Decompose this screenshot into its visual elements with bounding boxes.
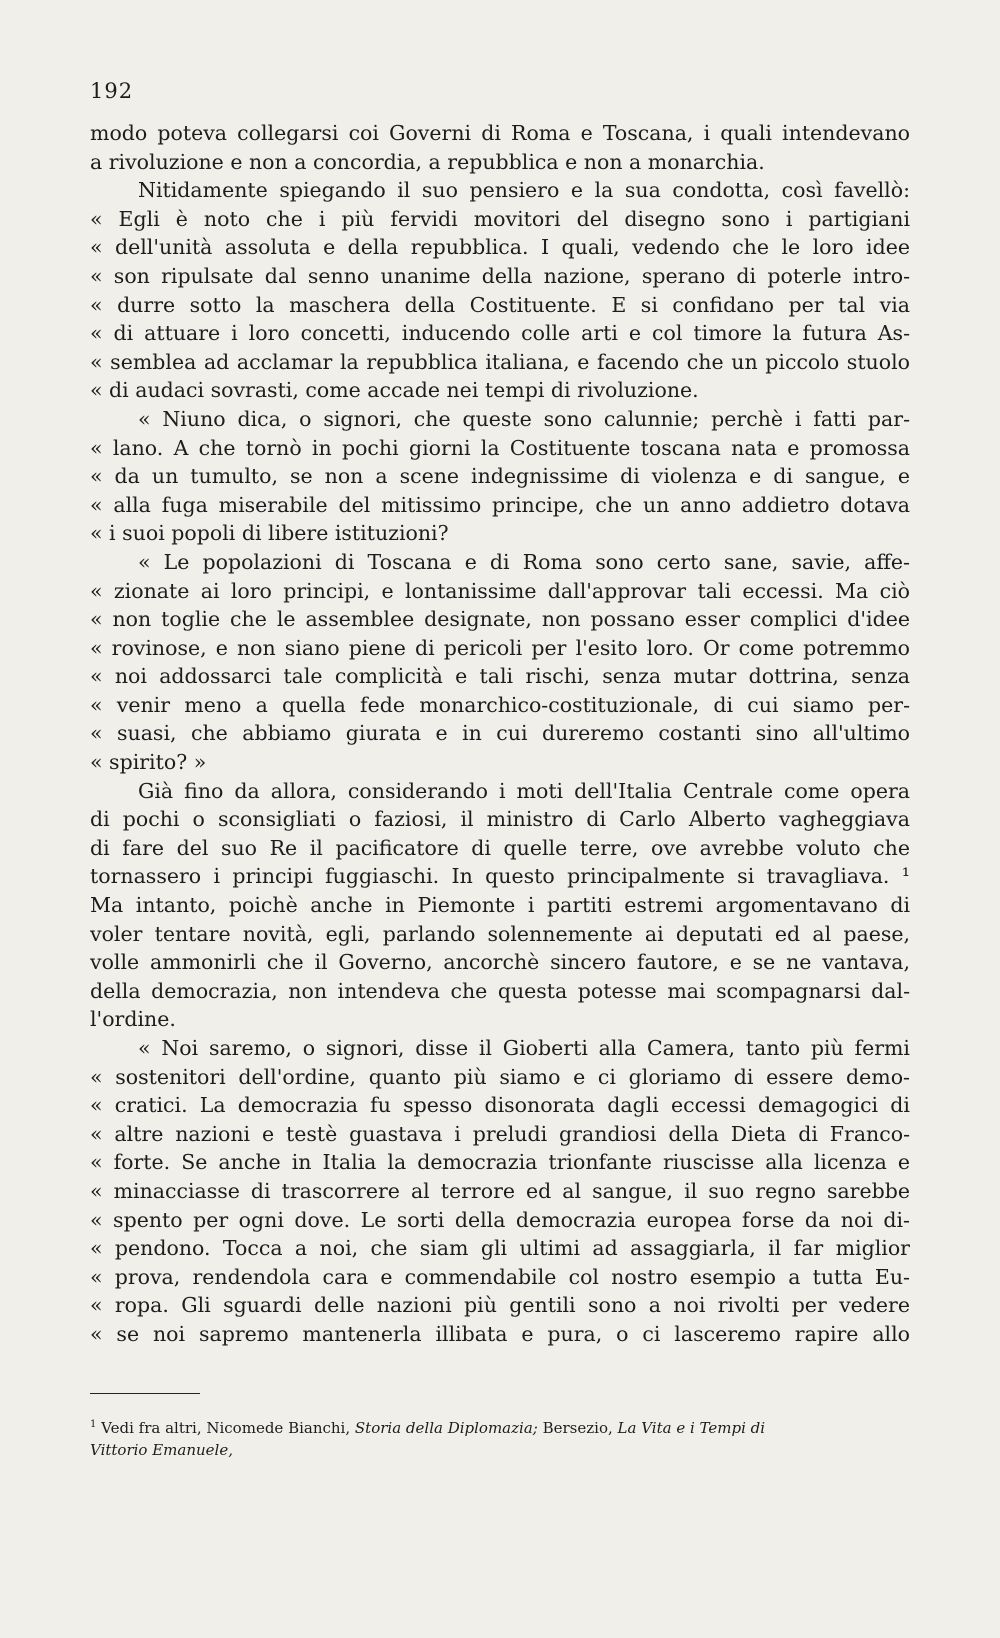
text-line: « semblea ad acclamar la repubblica italiana, e facendo che un piccolo stuolo bbox=[90, 349, 910, 374]
footnote-text: Vedi fra altri, Nicomede Bianchi, bbox=[101, 1418, 351, 1437]
text-line: « spirito? » bbox=[90, 750, 207, 775]
footnote-marker: 1 bbox=[90, 1418, 97, 1430]
text-line: l'ordine. bbox=[90, 1007, 176, 1032]
text-line: « forte. Se anche in Italia la democrazia trionfante riuscisse alla licenza e bbox=[90, 1150, 910, 1175]
text-line: a rivoluzione e non a concordia, a repubblica e non a monarchia. bbox=[90, 149, 765, 174]
footnote-line-2 bbox=[90, 1439, 910, 1461]
text-line: « pendono. Tocca a noi, che siam gli ultimi ad assaggiarla, il far miglior bbox=[90, 1236, 910, 1261]
text-line: « venir meno a quella fede monarchico-costituzionale, di cui siamo per- bbox=[90, 692, 910, 717]
footnote-title-1: Storia della Diplomazia; bbox=[354, 1418, 538, 1437]
text-line: « non toglie che le assemblee designate, non possano esser complici d'idee bbox=[90, 607, 910, 632]
text-line: « alla fuga miserabile del mitissimo principe, che un anno addietro dotava bbox=[90, 492, 910, 517]
text-line: « dell'unità assoluta e della repubblica. I quali, vedendo che le loro idee bbox=[90, 235, 910, 260]
text-line: « di audaci sovrasti, come accade nei tempi di rivoluzione. bbox=[90, 378, 699, 403]
text-line: « minacciasse di trascorrere al terrore ed al sangue, il suo regno sarebbe bbox=[90, 1178, 910, 1203]
text-line: di pochi o sconsigliati o faziosi, il ministro di Carlo Alberto vagheggiava bbox=[90, 807, 910, 832]
text-line: « sostenitori dell'ordine, quanto più siamo e ci gloriamo di essere demo- bbox=[90, 1064, 910, 1089]
text-line: « Egli è noto che i più fervidi movitori del disegno sono i partigiani bbox=[90, 206, 910, 231]
text-line: « di attuare i loro concetti, inducendo colle arti e col timore la futura As- bbox=[90, 321, 910, 346]
text-line: « suasi, che abbiamo giurata e in cui dureremo costanti sino all'ultimo bbox=[90, 721, 910, 746]
text-line: modo poteva collegarsi coi Governi di Roma e Toscana, i quali intendevano bbox=[90, 121, 910, 145]
footnote bbox=[90, 1414, 910, 1461]
text-line: « durre sotto la maschera della Costituente. E si confidano per tal via bbox=[90, 292, 910, 317]
footnote-author: Bersezio, bbox=[542, 1418, 613, 1437]
text-line: « son ripulsate dal senno unanime della nazione, sperano di poterle intro- bbox=[90, 263, 910, 288]
footnote-line-1 bbox=[90, 1414, 910, 1439]
text-line: « altre nazioni e testè guastava i preludi grandiosi della Dieta di Franco- bbox=[90, 1121, 910, 1146]
text-line: Già fino da allora, considerando i moti dell'Italia Centrale come opera bbox=[138, 778, 910, 803]
text-line: « Niuno dica, o signori, che queste sono calunnie; perchè i fatti par- bbox=[138, 406, 910, 431]
footnote-title-2: La Vita e i Tempi di bbox=[617, 1418, 766, 1437]
text-line: « da un tumulto, se non a scene indegnissime di violenza e di sangue, e bbox=[90, 464, 910, 489]
text-line: di fare del suo Re il pacificatore di quelle terre, ove avrebbe voluto che bbox=[90, 835, 910, 860]
text-line: « zionate ai loro principi, e lontanissime dall'approvar tali eccessi. Ma ciò bbox=[90, 578, 910, 603]
text-line: « rovinose, e non siano piene di pericoli per l'esito loro. Or come potremmo bbox=[90, 635, 910, 660]
footnote-rule bbox=[90, 1393, 200, 1394]
text-line: « ropa. Gli sguardi delle nazioni più gentili sono a noi rivolti per vedere bbox=[90, 1293, 910, 1318]
text-line: « se noi sapremo mantenerla illibata e pura, o ci lasceremo rapire allo bbox=[90, 1321, 910, 1346]
text-line: « Le popolazioni di Toscana e di Roma sono certo sane, savie, affe- bbox=[138, 549, 910, 574]
text-line: « spento per ogni dove. Le sorti della democrazia europea forse da noi di- bbox=[90, 1207, 910, 1232]
body-text bbox=[90, 119, 910, 1349]
page-number: 192 bbox=[90, 79, 134, 103]
text-line: « lano. A che tornò in pochi giorni la Costituente toscana nata e promossa bbox=[90, 435, 910, 460]
text-line: della democrazia, non intendeva che questa potesse mai scompagnarsi dal- bbox=[90, 978, 910, 1003]
footnote-title-2-cont: Vittorio Emanuele, bbox=[90, 1440, 233, 1459]
text-line: « prova, rendendola cara e commendabile col nostro esempio a tutta Eu- bbox=[90, 1264, 910, 1289]
text-line: voler tentare novità, egli, parlando solennemente ai deputati ed al paese, bbox=[90, 921, 910, 946]
text-line: volle ammonirli che il Governo, ancorchè sincero fautore, e se ne vantava, bbox=[90, 950, 910, 975]
text-line: « Noi saremo, o signori, disse il Gioberti alla Camera, tanto più fermi bbox=[138, 1036, 910, 1060]
text-line: « noi addossarci tale complicità e tali rischi, senza mutar dottrina, senza bbox=[90, 664, 910, 689]
text-line: Nitidamente spiegando il suo pensiero e la sua condotta, così favellò: bbox=[138, 178, 910, 203]
text-line: tornassero i principi fuggiaschi. In questo principalmente si travagliava. ¹ bbox=[90, 864, 910, 889]
text-line: « i suoi popoli di libere istituzioni? bbox=[90, 521, 449, 546]
text-line: Ma intanto, poichè anche in Piemonte i partiti estremi argomentavano di bbox=[90, 893, 910, 918]
text-line: « cratici. La democrazia fu spesso disonorata dagli eccessi demagogici di bbox=[90, 1093, 910, 1118]
